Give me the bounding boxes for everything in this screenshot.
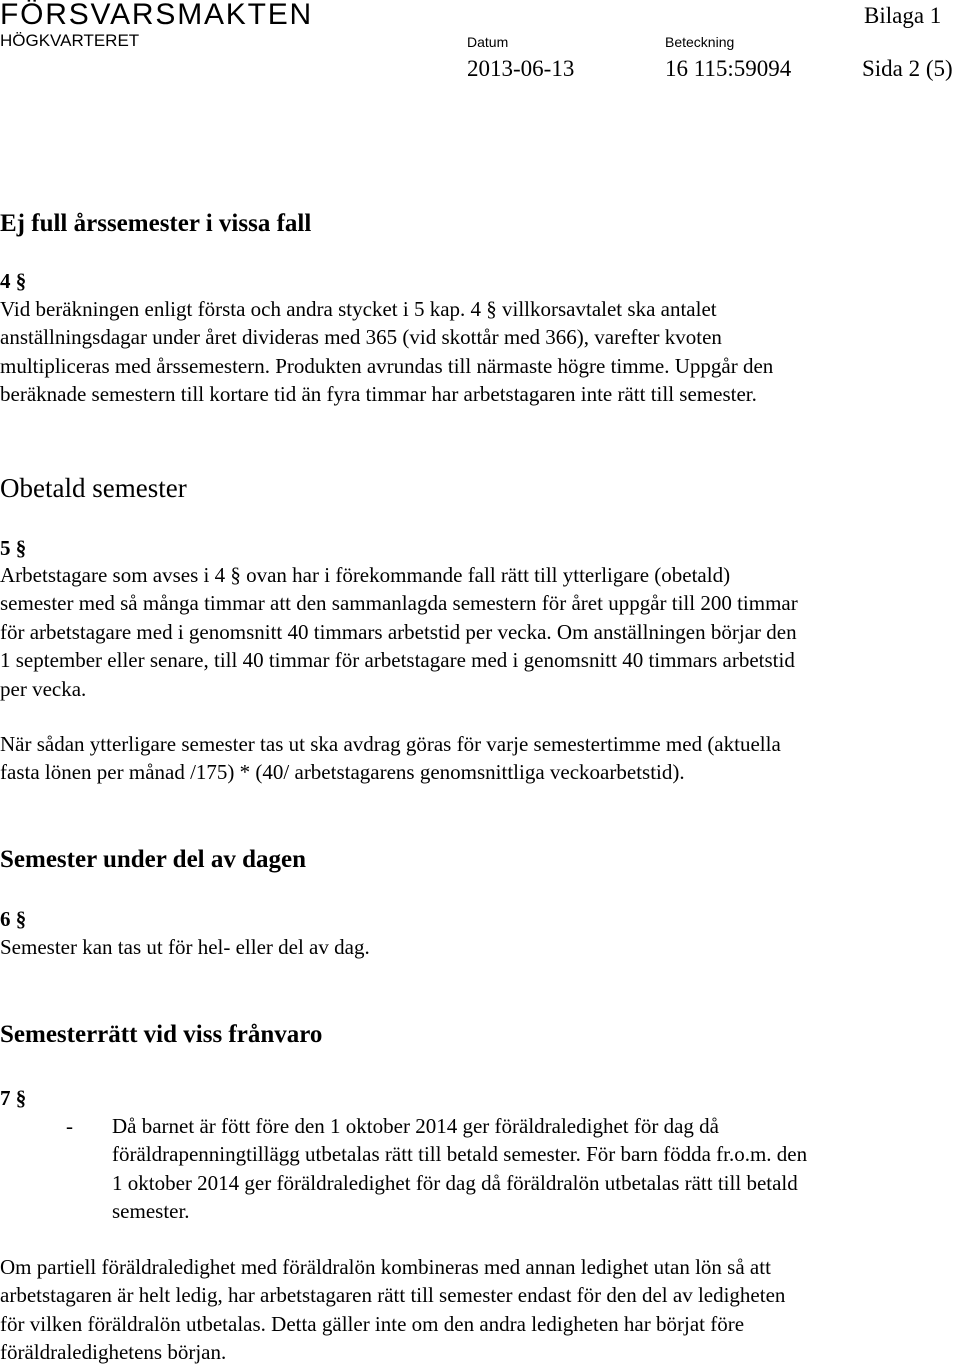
- paragraph-number-4: 4 §: [0, 269, 27, 293]
- date-label: Datum: [467, 34, 509, 50]
- paragraph-number-7: 7 §: [0, 1086, 27, 1110]
- section-title-full-vacation: Ej full årssemester i vissa fall: [0, 210, 312, 237]
- org-unit: HÖGKVARTERET: [0, 31, 140, 50]
- paragraph-5-text-2: När sådan ytterligare semester tas ut ska avdrag göras för varje semestertimme med (aktuella fasta lönen per månad /175) * (40/ arbetstagarens genomsnittliga veckoarbetstid).: [0, 732, 781, 785]
- paragraph-number-6: 6 §: [0, 907, 27, 931]
- reference-label: Beteckning: [665, 34, 735, 50]
- reference-value: 16 115:59094: [665, 56, 792, 81]
- paragraph-number-5: 5 §: [0, 536, 27, 560]
- section-title-partial-day: Semester under del av dagen: [0, 846, 307, 873]
- page-number: Sida 2 (5): [862, 56, 953, 81]
- paragraph-4-text: Vid beräkningen enligt första och andra stycket i 5 kap. 4 § villkorsavtalet ska antalet anställningsdagar under året divideras med 365 (vid skottår med 366), varefter kvoten multipliceras med årssemestern. Produkten avrundas till närmaste högre timme. Uppgår den beräknade semestern till kortare tid än fyra timmar har arbetstagaren inte rätt till semester.: [0, 297, 774, 407]
- attachment-label: Bilaga 1: [864, 3, 942, 28]
- paragraph-7-text: Om partiell föräldraledighet med föräldralön kombineras med annan ledighet utan lön så att arbetstagaren är helt ledig, har arbetstagaren rätt till semester endast för den del av ledigheten för vilken föräldralön utbetalas. Detta gäller inte om den andra ledigheten har börjat före föräldraledighetens början.: [0, 1255, 786, 1365]
- section-title-unpaid-vacation: Obetald semester: [0, 473, 187, 503]
- date-value: 2013-06-13: [467, 56, 575, 81]
- paragraph-5-text-1: Arbetstagare som avses i 4 § ovan har i förekommande fall rätt till ytterligare (obetald) semester med så många timmar att den sammanlagda semestern för året uppgår till 200 timmar för arbetstagare med i genomsnitt 40 timmars arbetstid per vecka. Om anställningen börjar den 1 september eller senare, till 40 timmar för arbetstagare med i genomsnitt 40 timmars arbetstid per vecka.: [0, 563, 798, 701]
- bullet-marker: -: [66, 1114, 73, 1138]
- paragraph-6-text: Semester kan tas ut för hel- eller del av dag.: [0, 935, 370, 959]
- org-logo: FÖRSVARSMAKTEN: [0, 0, 314, 31]
- bullet-item-text: Då barnet är fött före den 1 oktober 2014 ger föräldraledighet för dag då föräldrapenningtillägg utbetalas rätt till betald semester. För barn födda fr.o.m. den 1 oktober 2014 ger föräldraledighet för dag då föräldralön utbetalas rätt till betald semester.: [112, 1114, 808, 1224]
- section-title-absence: Semesterrätt vid viss frånvaro: [0, 1021, 323, 1048]
